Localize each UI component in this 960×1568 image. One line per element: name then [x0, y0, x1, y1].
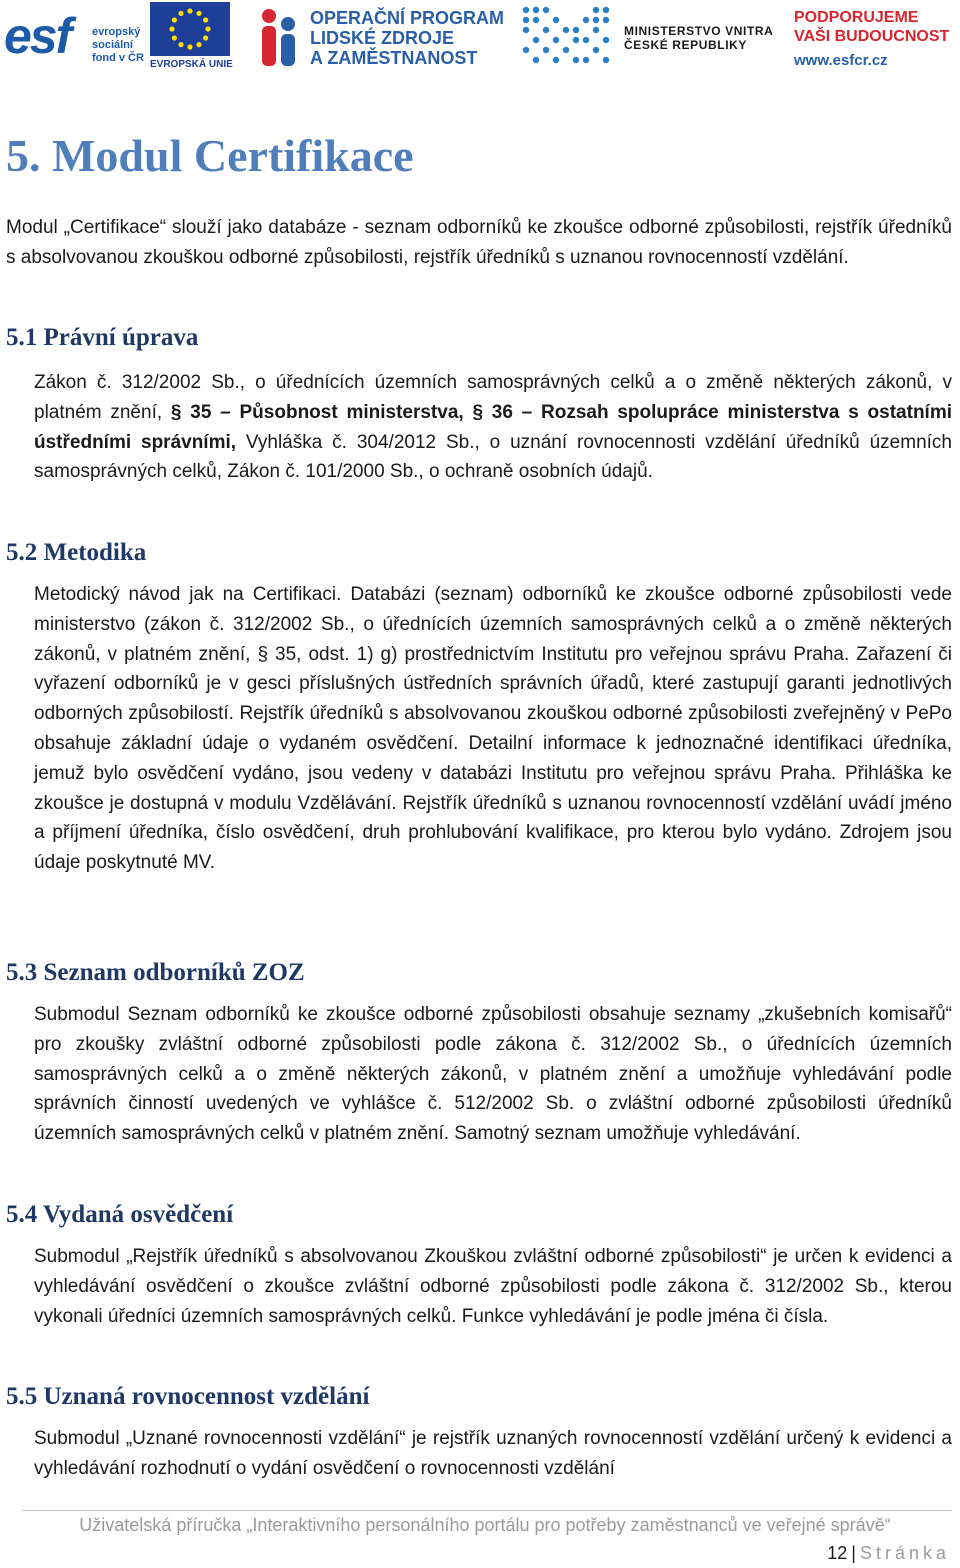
page-title: 5. Modul Certifikace [6, 130, 414, 181]
mvcr-logo [520, 2, 774, 72]
page-label: Stránka [859, 1543, 950, 1563]
op-logo-text: OPERAČNÍ PROGRAM LIDSKÉ ZDROJE A ZAMĚSTNANOST [310, 8, 505, 68]
section-heading-5-3: 5.3 Seznam odborníků ZOZ [6, 959, 305, 986]
mvcr-logo-text: MINISTERSTVO VNITRA ČESKÉ REPUBLIKY [624, 24, 774, 52]
footer-text: Uživatelská příručka „Interaktivního personálního portálu pro potřeby zaměstnanců ve veřejné správě“ [79, 1515, 891, 1535]
eu-logo [150, 2, 232, 72]
section-text-5-4: Submodul „Rejstřík úředníků s absolvovanou Zkouškou zvláštní odborné způsobilosti“ je určen k evidenci a vyhledávání osvědčení o zkoušce zvláštní odborné způsobilosti podle zákona č. 312/2002 Sb., kterou vykonali úředníci územních samosprávných celků. Funkce vyhledávání je podle jména či čísla. [34, 1246, 952, 1327]
esf-logo-mark: esf [4, 8, 71, 64]
page-number-separator: | [851, 1543, 856, 1563]
page-number-value: 12 [827, 1543, 848, 1563]
support-logo [794, 2, 960, 72]
section-heading-5-5: 5.5 Uznaná rovnocennost vzdělání [6, 1383, 370, 1410]
support-logo-url: www.esfcr.cz [794, 52, 888, 69]
page-number [827, 1543, 950, 1564]
support-logo-text: PODPORUJEME VAŠI BUDOUCNOST [794, 9, 950, 45]
op-lzz-logo [256, 2, 505, 72]
section-text-5-5: Submodul „Uznané rovnocennosti vzdělání“ je rejstřík uznaných rovnocenností vzdělání určený k evidenci a vyhledávání rozhodnutí o vydání osvědčení o rovnocennosti vzdělání [34, 1428, 952, 1479]
section-heading-5-2: 5.2 Metodika [6, 539, 147, 566]
footer-divider [22, 1510, 952, 1511]
section-heading-5-1: 5.1 Právní úprava [6, 324, 199, 351]
op-people-icon [256, 6, 300, 70]
intro-paragraph: Modul „Certifikace“ slouží jako databáze - seznam odborníků ke zkoušce odborné způsobilosti, rejstřík úředníků s absolvovanou zkouškou odborné způsobilosti, rejstřík úředníků s uznanou rovnocenností vzdělání. [6, 217, 952, 268]
section-text-5-2: Metodický návod jak na Certifikaci. Databázi (seznam) odborníků ke zkoušce odborné způsobilosti vede ministerstvo (zákon č. 312/2002 Sb., o úřednících územních samosprávných celků a o změně některých zákonů, v platném znění, § 35, odst. 1) g) prostřednictvím Institutu pro veřejnou správu Praha. Zařazení či vyřazení odborníků je v gesci příslušných ústředních správních úřadů, které zastupují garanti jednotlivých odborných způsobilostí. Rejstřík úředníků s absolvovanou zkouškou odborné způsobilosti zveřejněný v PePo obsahuje základní údaje o vydaném osvědčení. Detailní informace k jednoznačné identifikaci úředníka, jemuž bylo osvědčení vydáno, jsou vedeny v databázi Institutu pro veřejnou správu Praha. Přihláška ke zkoušce je dostupná v modulu Vzdělávání. Rejstřík úředníků s uznanou rovnocenností vzdělání uvádí jméno a příjmení úředníka, číslo osvědčení, druh prohlubování kvalifikace, pro kterou bylo vydáno. Zdrojem jsou údaje poskytnuté MV. [34, 584, 952, 874]
esf-logo-text: evropský sociální fond v ČR [92, 26, 144, 64]
eu-flag-icon [150, 2, 230, 56]
eu-logo-label: EVROPSKÁ UNIE [150, 59, 233, 70]
header-logo-bar [0, 0, 960, 76]
esf-logo [4, 2, 146, 72]
section-heading-5-4: 5.4 Vydaná osvědčení [6, 1201, 234, 1228]
section-text-5-1: Zákon č. 312/2002 Sb., o úřednících územních samosprávných celků a o změně některých zákonů, v platném znění, § 35 – Působnost ministerstva, § 36 – Rozsah spolupráce ministerstva s ostatními ústředními správními, Vyhláška č. 304/2012 Sb., o uznání rovnocennosti vzdělání úředníků územních samosprávných celků, Zákon č. 101/2000 Sb., o ochraně osobních údajů. [34, 372, 953, 483]
section-text-5-3: Submodul Seznam odborníků ke zkoušce odborné způsobilosti obsahuje seznamy „zkušebních komisařů“ pro zkoušky zvláštní odborné způsobilosti podle zákona č. 312/2002 Sb., o úřednících územních samosprávných celků a o změně některých zákonů, v platném znění a umožňuje vyhledávání podle správních činností uvedených ve vyhlášce č. 512/2002 Sb. o zvláštní odborné způsobilosti úředníků územních samosprávných celků v platném znění. Samotný seznam umožňuje vyhledávání. [34, 1004, 952, 1145]
mvcr-dots-icon [520, 4, 614, 70]
